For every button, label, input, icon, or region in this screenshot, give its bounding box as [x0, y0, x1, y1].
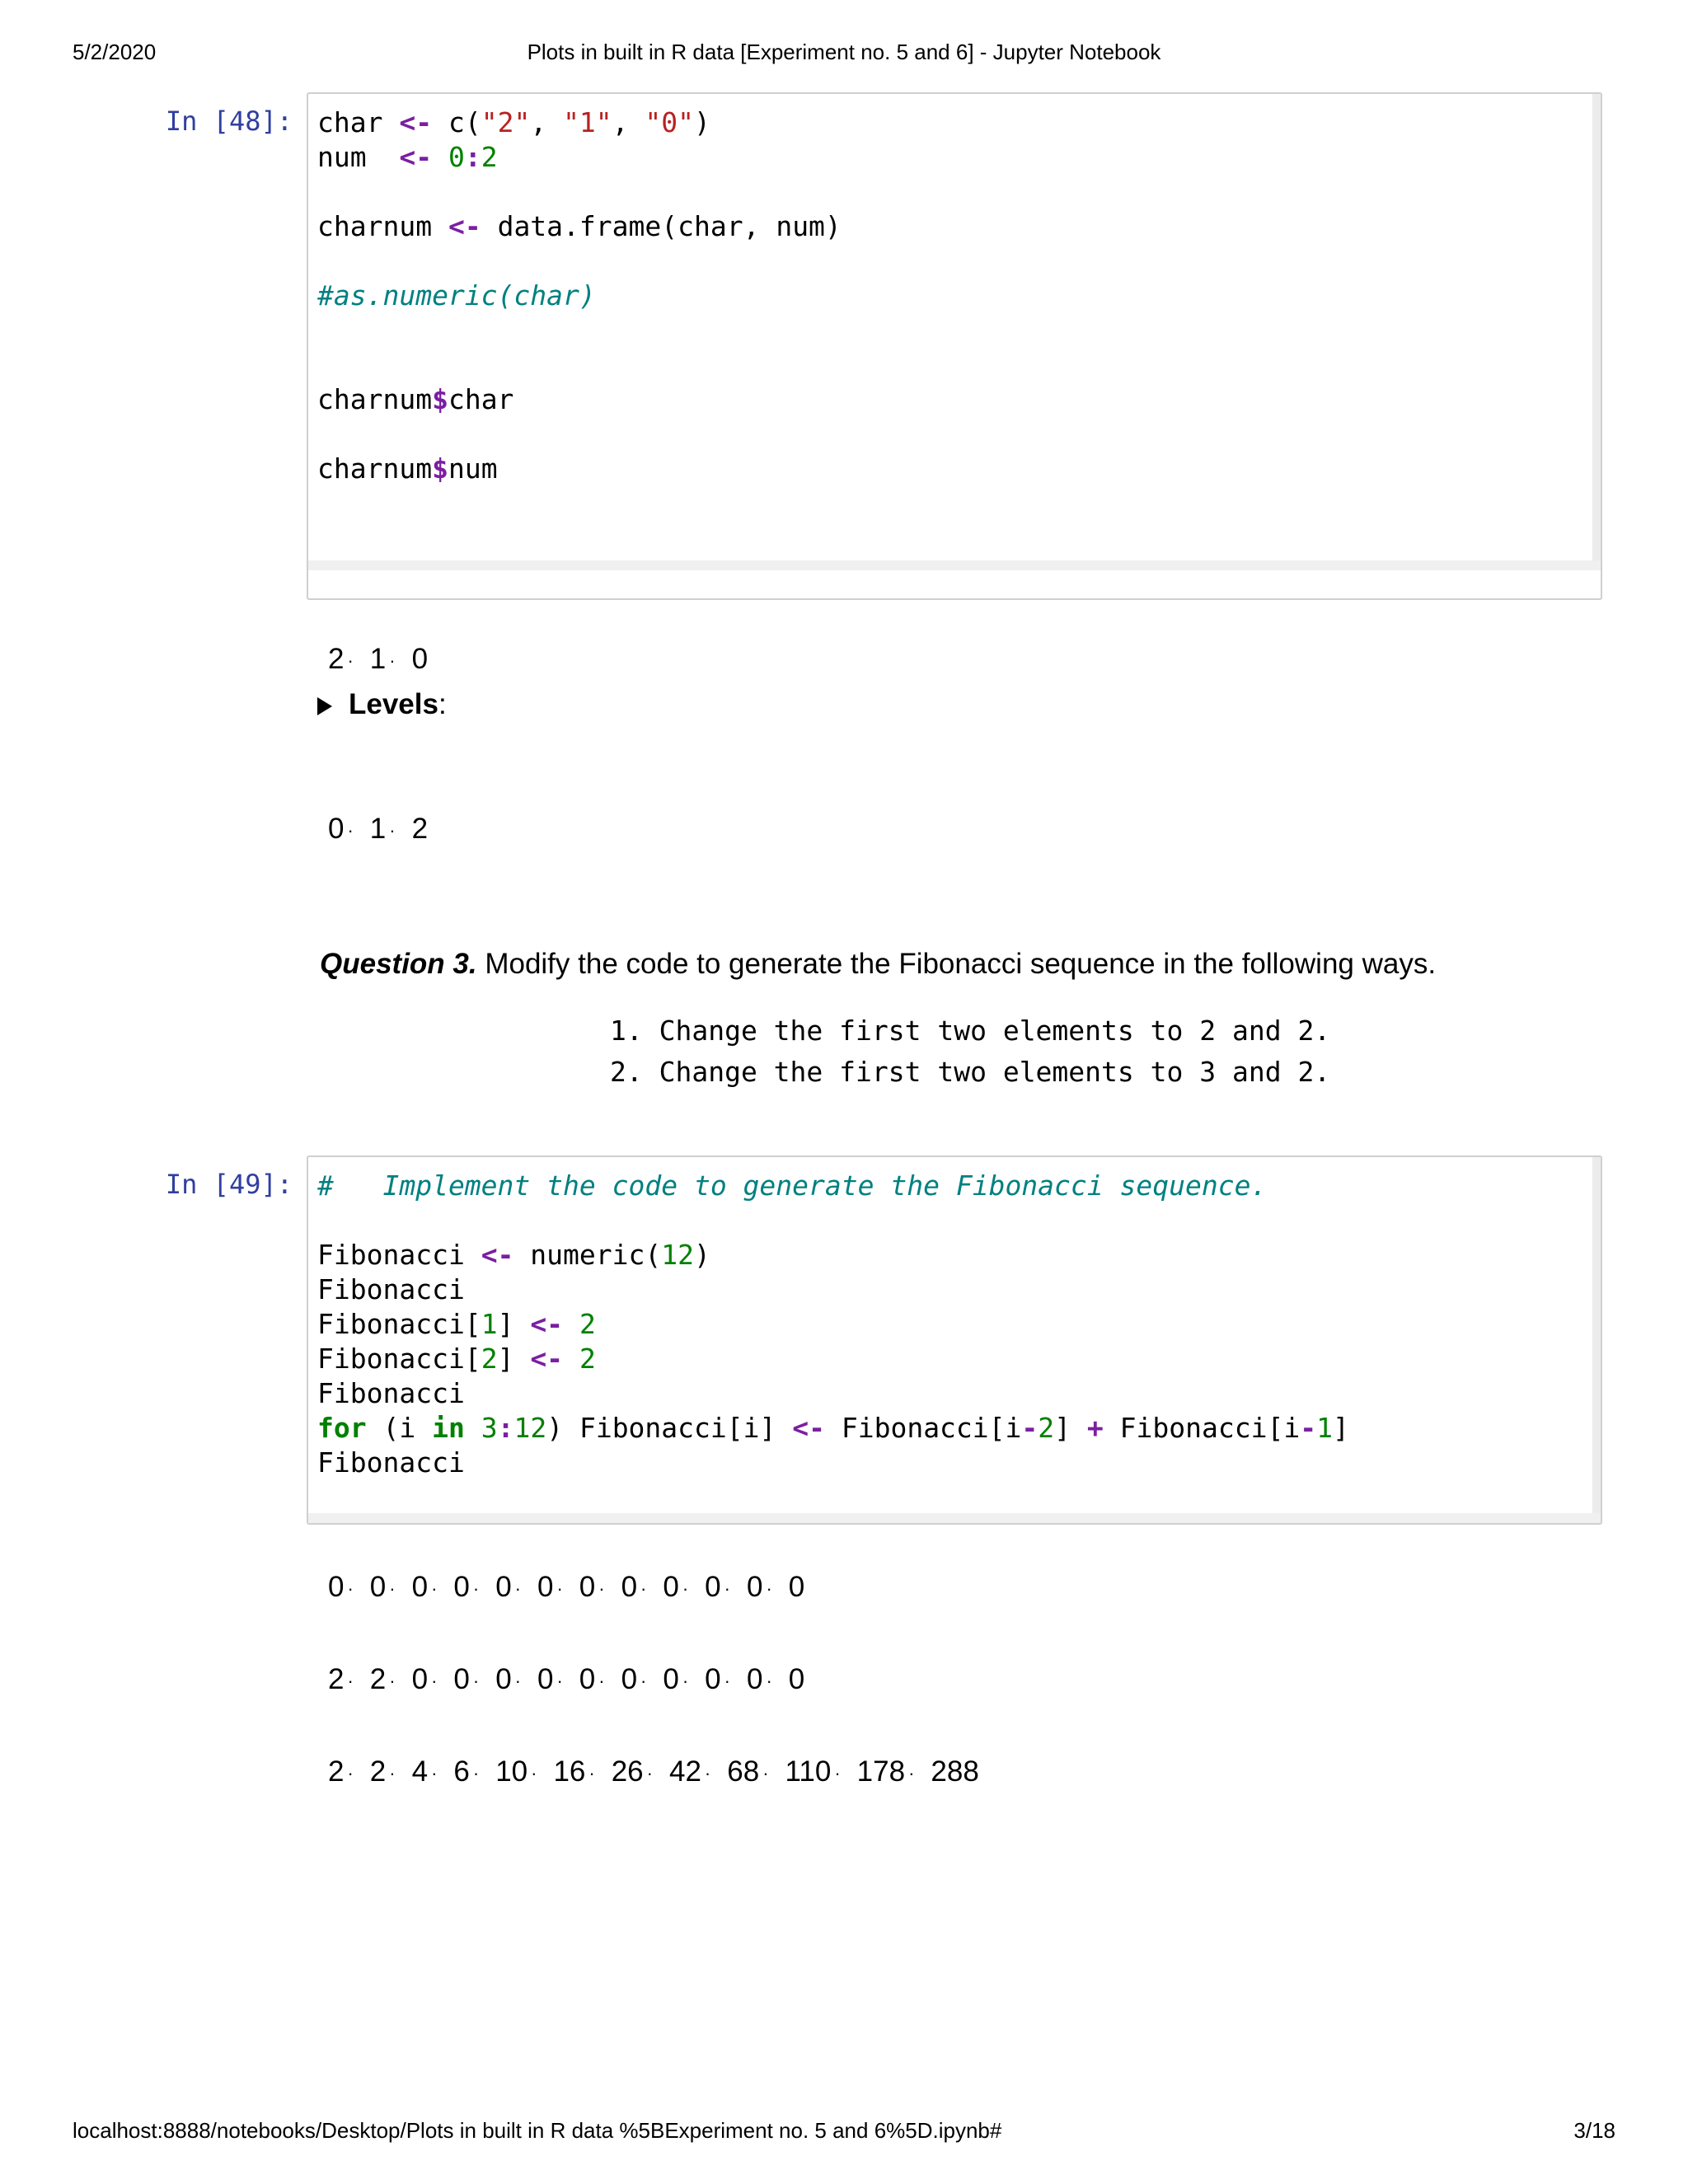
code-line: [317, 209, 842, 244]
vector-item: 2 ·: [328, 643, 354, 675]
print-date: 5/2/2020: [73, 40, 157, 64]
code-token: (i: [366, 1412, 433, 1444]
vector-item: 0 ·: [453, 1663, 480, 1695]
vector-item: 2 ·: [328, 1755, 354, 1788]
vector-item: 0 ·: [621, 1663, 647, 1695]
cell-48-prompt: In [48]:: [165, 105, 293, 137]
vector-item: 0 ·: [411, 1663, 438, 1695]
vector-item: 2 ·: [369, 1663, 396, 1695]
code-cell-49-source[interactable]: [317, 1169, 1349, 1480]
code-line: [317, 1307, 1349, 1342]
question-item: 1. Change the first two elements to 2 and 2.: [610, 1015, 1331, 1047]
code-token: char: [448, 383, 514, 415]
vector-item: 0 ·: [369, 1571, 396, 1603]
vector-item: 110 ·: [785, 1755, 841, 1788]
code-token: :: [464, 141, 481, 173]
output-fibonacci-partial: [328, 1663, 821, 1696]
code-token: in: [432, 1412, 465, 1444]
code-token: <-: [481, 1239, 514, 1271]
vector-item: 0 ·: [411, 1571, 438, 1603]
code-token: <-: [448, 210, 481, 242]
code-line: [317, 313, 842, 348]
code-token: charnum: [317, 452, 433, 485]
code-token: ]: [497, 1343, 531, 1375]
code-token: -: [1300, 1412, 1317, 1444]
code-token: 3: [481, 1412, 498, 1444]
vector-item: 26 ·: [611, 1755, 653, 1788]
vector-item: 2 ·: [369, 1755, 396, 1788]
code-token: data.frame(char, num): [481, 210, 842, 242]
code-token: ): [694, 1239, 710, 1271]
vector-item: 1 ·: [369, 643, 396, 675]
question-3: [320, 948, 1436, 981]
code-token: 1: [1316, 1412, 1333, 1444]
code-token: [432, 141, 448, 173]
code-token: charnum: [317, 210, 448, 242]
code-cell-48-source[interactable]: [317, 105, 842, 486]
code-line: [317, 1342, 1349, 1376]
code-token: ]: [497, 1308, 531, 1340]
code-token: num: [448, 452, 498, 485]
code-token: <-: [399, 106, 433, 138]
code-token: <-: [792, 1412, 825, 1444]
code-token: "2": [481, 106, 531, 138]
code-token: c(: [432, 106, 481, 138]
vector-item: 0 ·: [537, 1663, 563, 1695]
levels-toggle[interactable]: Levels:: [317, 688, 447, 721]
code-token: <-: [530, 1343, 564, 1375]
code-token: numeric(: [513, 1239, 662, 1271]
code-token: [563, 1308, 579, 1340]
code-token: Fibonacci[i: [824, 1412, 1022, 1444]
cell-49-prompt: In [49]:: [165, 1169, 293, 1200]
vector-item: 1 ·: [369, 813, 396, 845]
vector-item: 0 ·: [453, 1571, 480, 1603]
code-token: 2: [579, 1308, 596, 1340]
code-line: [317, 279, 842, 313]
levels-label: Levels: [349, 688, 438, 720]
code-line: [317, 348, 842, 382]
code-token: num: [317, 141, 400, 173]
code-token: Fibonacci: [317, 1446, 465, 1479]
code-token: char: [317, 106, 400, 138]
code-token: # Implement the code to generate the Fibonacci sequence.: [317, 1169, 1268, 1202]
vector-item: 68 ·: [727, 1755, 769, 1788]
code-token: Fibonacci[i: [1103, 1412, 1301, 1444]
code-token: 2: [481, 141, 498, 173]
code-token: 0: [448, 141, 465, 173]
output-fibonacci-full: [328, 1755, 996, 1788]
question-label: Question 3.: [320, 948, 477, 980]
code-token: 1: [481, 1308, 498, 1340]
vector-item: 2: [411, 813, 429, 845]
code-token: <-: [530, 1308, 564, 1340]
vector-item: 10 ·: [495, 1755, 537, 1788]
vector-item: 0 ·: [705, 1663, 730, 1695]
code-token: 12: [661, 1239, 694, 1271]
code-token: +: [1086, 1412, 1104, 1444]
code-line: [317, 1169, 1349, 1203]
print-title: Plots in built in R data [Experiment no. 5 and 6] - Jupyter Notebook: [527, 40, 1161, 64]
code-cell-49[interactable]: [307, 1155, 1602, 1525]
code-token: for: [317, 1412, 367, 1444]
question-text: Modify the code to generate the Fibonacci sequence in the following ways.: [476, 948, 1437, 980]
vector-item: 0 ·: [663, 1663, 689, 1695]
vector-item: 6 ·: [453, 1755, 480, 1788]
code-line: [317, 244, 842, 279]
code-line: [317, 1376, 1349, 1411]
vector-item: 0 ·: [579, 1663, 605, 1695]
question-item: 2. Change the first two elements to 3 and 2.: [610, 1056, 1331, 1088]
code-token: Fibonacci: [317, 1273, 465, 1305]
code-line: [317, 1203, 1349, 1238]
vector-item: 0 ·: [621, 1571, 647, 1603]
output-fibonacci-zeros: [328, 1571, 821, 1604]
vector-item: 2 ·: [328, 1663, 354, 1695]
code-token: "1": [563, 106, 612, 138]
vector-item: 0 ·: [746, 1571, 772, 1603]
vector-item: 288: [931, 1755, 979, 1788]
code-token: <-: [399, 141, 433, 173]
vector-item: 0 ·: [663, 1571, 689, 1603]
code-token: $: [432, 383, 448, 415]
code-line: [317, 417, 842, 452]
vector-item: 4 ·: [411, 1755, 438, 1788]
code-token: [465, 1412, 481, 1444]
code-line: [317, 175, 842, 209]
code-token: ,: [530, 106, 564, 138]
code-token: "0": [645, 106, 695, 138]
print-url: localhost:8888/notebooks/Desktop/Plots in built in R data %5BExperiment no. 5 and 6%5D.ipynb#: [73, 2118, 1002, 2143]
code-token: ]: [1054, 1412, 1087, 1444]
vector-item: 0 ·: [746, 1663, 772, 1695]
vector-item: 0 ·: [537, 1571, 563, 1603]
vector-item: 0 ·: [495, 1663, 521, 1695]
code-cell-48[interactable]: [307, 92, 1602, 600]
disclosure-triangle-icon: [317, 697, 332, 715]
code-token: ]: [1332, 1412, 1349, 1444]
code-line: [317, 452, 842, 486]
code-token: ) Fibonacci[i]: [546, 1412, 793, 1444]
code-token: 2: [481, 1343, 498, 1375]
vertical-scrollbar[interactable]: [1592, 94, 1601, 565]
vector-item: 0: [411, 643, 429, 675]
code-line: [317, 140, 842, 175]
code-token: :: [497, 1412, 514, 1444]
page-number: 3/18: [1573, 2118, 1615, 2143]
vector-item: 0: [788, 1571, 805, 1603]
vector-item: 178 ·: [856, 1755, 915, 1788]
vector-item: 0 ·: [328, 813, 354, 845]
question-items: [610, 1010, 1330, 1093]
code-token: Fibonacci: [317, 1377, 465, 1409]
code-line: [317, 105, 842, 140]
vector-item: 0 ·: [579, 1571, 605, 1603]
vector-item: 0 ·: [705, 1571, 730, 1603]
code-line: [317, 382, 842, 417]
vertical-scrollbar[interactable]: [1592, 1157, 1601, 1513]
code-token: Fibonacci[: [317, 1343, 481, 1375]
code-token: 12: [513, 1412, 547, 1444]
code-line: [317, 1272, 1349, 1307]
vector-item: 42 ·: [668, 1755, 711, 1788]
code-token: ,: [612, 106, 645, 138]
code-token: $: [432, 452, 448, 485]
horizontal-scrollbar[interactable]: [308, 1513, 1601, 1523]
code-token: [563, 1343, 579, 1375]
code-token: 2: [1038, 1412, 1055, 1444]
vector-item: 0 ·: [328, 1571, 354, 1603]
code-line: [317, 1411, 1349, 1446]
code-token: Fibonacci: [317, 1239, 481, 1271]
horizontal-scrollbar[interactable]: [308, 560, 1601, 570]
code-token: #as.numeric(char): [317, 279, 596, 312]
code-token: charnum: [317, 383, 433, 415]
vector-item: 0: [788, 1663, 805, 1695]
code-token: 2: [579, 1343, 596, 1375]
code-token: Fibonacci[: [317, 1308, 481, 1340]
code-line: [317, 1238, 1349, 1272]
code-token: -: [1021, 1412, 1039, 1444]
code-token: ): [694, 106, 710, 138]
output-char-factor: [328, 643, 444, 676]
vector-item: 0 ·: [495, 1571, 521, 1603]
vector-item: 16 ·: [553, 1755, 595, 1788]
output-num-vector: [328, 813, 444, 846]
code-line: [317, 1446, 1349, 1480]
